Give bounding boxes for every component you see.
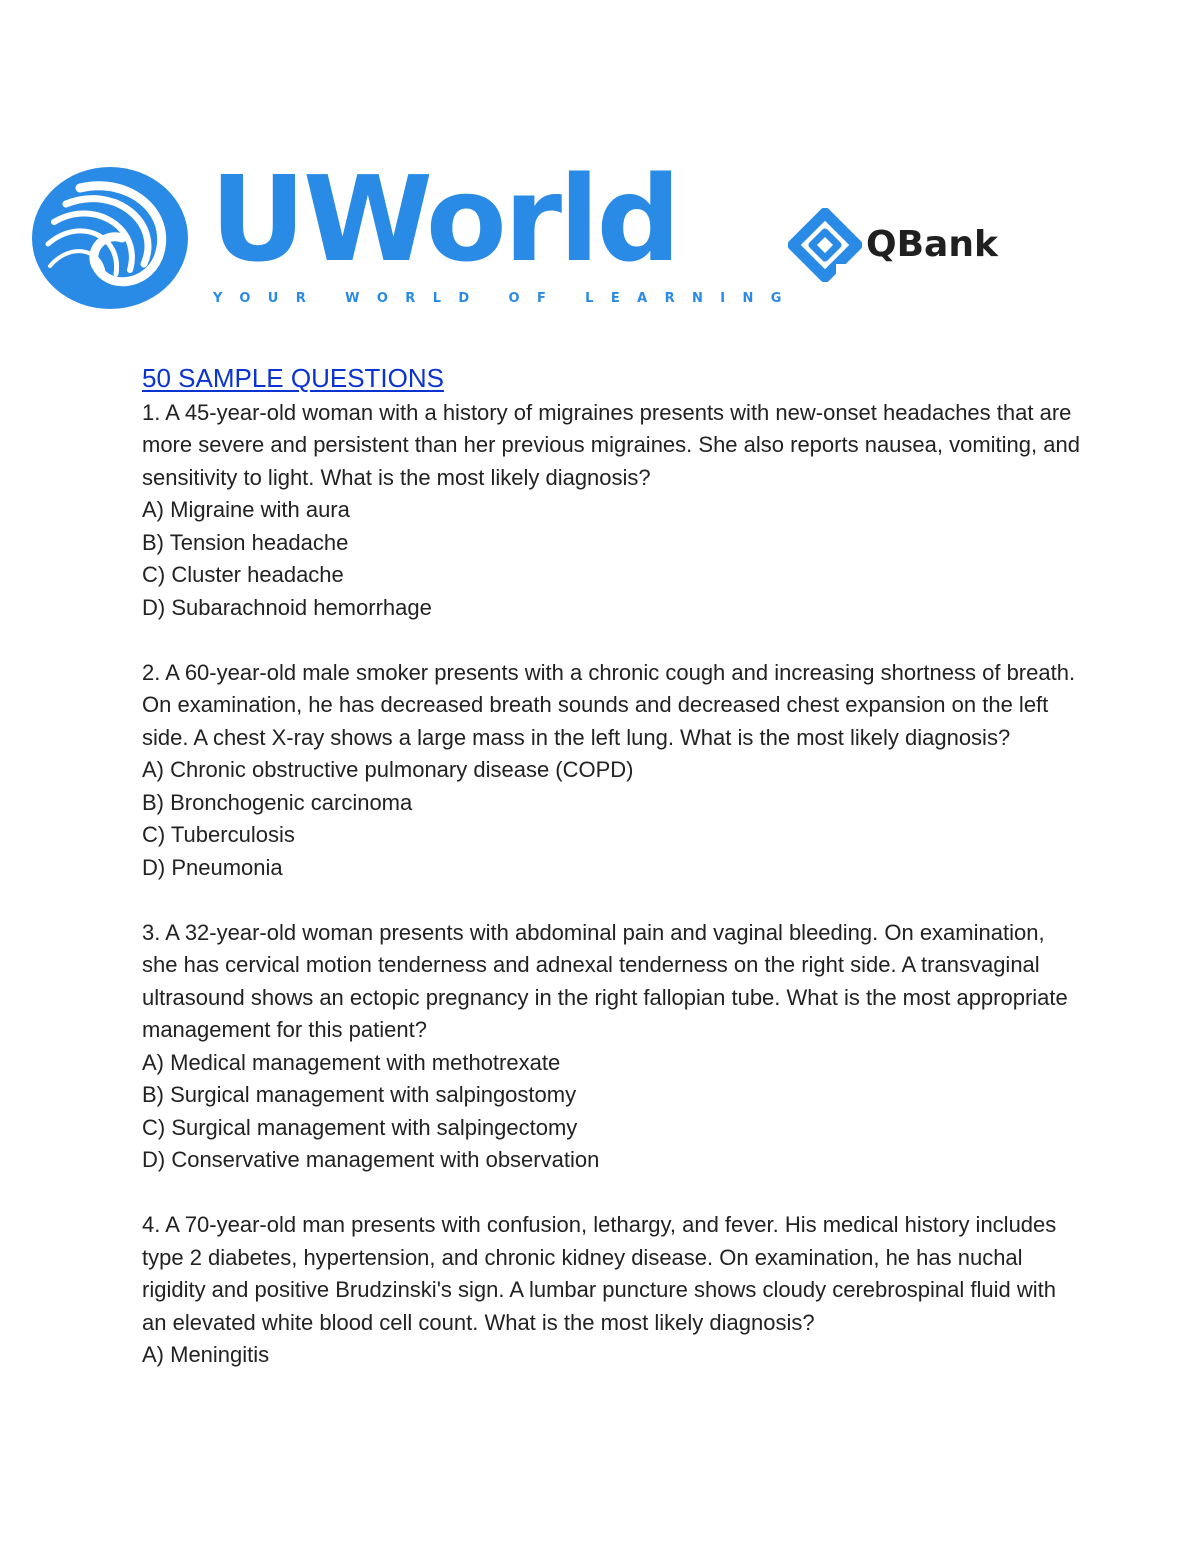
answer-option: A) Meningitis	[142, 1342, 270, 1367]
uworld-swirl-icon	[30, 166, 190, 310]
question-text: 2. A 60-year-old male smoker presents with a chronic cough and increasing shortness of breath. On examination, he has decreased breath sounds and decreased chest expansion on the left side. A chest X-ray shows a large mass in the left lung. What is the most likely diagnosis?	[142, 659, 1076, 750]
question-list	[142, 397, 1082, 1372]
uworld-tagline: YOUR WORLD OF LEARNING	[213, 291, 799, 306]
question-4	[142, 1209, 1082, 1372]
question-text: 3. A 32-year-old woman presents with abdominal pain and vaginal bleeding. On examination, she has cervical motion tenderness and adnexal tenderness on the right side. A transvaginal ultrasound shows an ectopic pregnancy in the right fallopian tube. What is the most appropriate management for this patient?	[142, 919, 1068, 1042]
question-1	[142, 397, 1082, 625]
answer-option: B) Surgical management with salpingostomy	[142, 1082, 577, 1107]
answer-option: D) Subarachnoid hemorrhage	[142, 594, 432, 620]
answer-option: C) Surgical management with salpingectomy	[142, 1114, 578, 1140]
answer-option: B) Bronchogenic carcinoma	[142, 789, 413, 815]
answer-option: A) Medical management with methotrexate	[142, 1049, 561, 1075]
uworld-wordmark: UWorld	[210, 150, 678, 288]
document-heading: 50 SAMPLE QUESTIONS	[142, 363, 444, 393]
answer-option: C) Tuberculosis	[142, 822, 295, 847]
question-text: 1. A 45-year-old woman with a history of migraines presents with new-onset headaches that are more severe and persistent than her previous migraines. She also reports nausea, vomiting, and sensitivity to light. What is the most likely diagnosis?	[142, 399, 1080, 490]
question-text: 4. A 70-year-old man presents with confusion, lethargy, and fever. His medical history includes type 2 diabetes, hypertension, and chronic kidney disease. On examination, he has nuchal rigidity and positive Brudzinski's sign. A lumbar puncture shows cloudy cerebrospinal fluid with an elevated white blood cell count. What is the most likely diagnosis?	[142, 1212, 1057, 1335]
question-2	[142, 657, 1082, 885]
uworld-logo	[30, 150, 799, 311]
answer-option: D) Pneumonia	[142, 854, 283, 880]
qbank-logo	[748, 168, 1058, 333]
answer-option: C) Cluster headache	[142, 562, 344, 587]
answer-option: A) Migraine with aura	[142, 497, 350, 522]
answer-option: A) Chronic obstructive pulmonary disease (COPD)	[142, 757, 634, 782]
qbank-wordmark: QBank	[866, 224, 998, 265]
answer-option: B) Tension headache	[142, 529, 349, 555]
qbank-diamond-icon	[788, 208, 862, 282]
document-body	[142, 359, 1082, 1404]
question-3	[142, 917, 1082, 1177]
answer-option: D) Conservative management with observation	[142, 1147, 600, 1172]
